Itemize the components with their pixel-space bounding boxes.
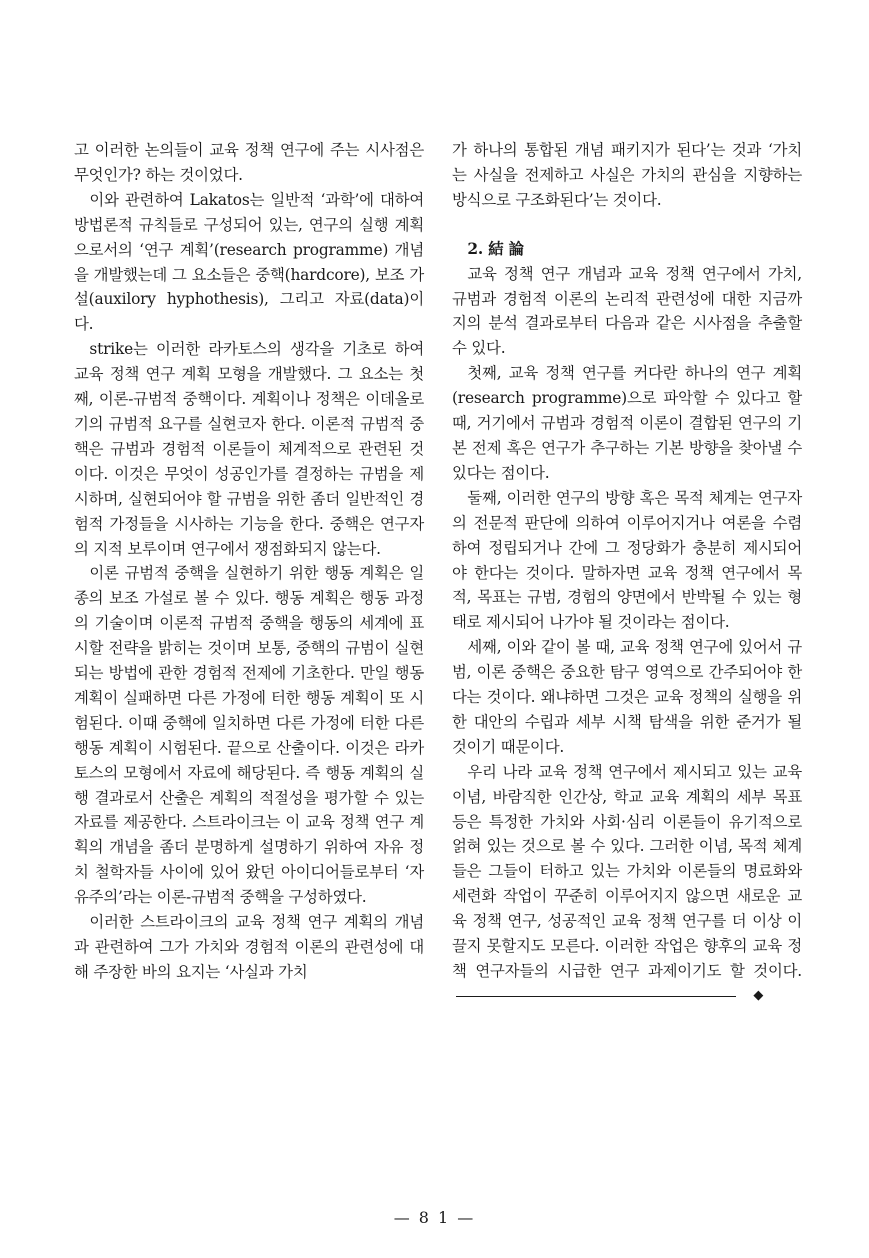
end-rule (456, 996, 736, 997)
paragraph-continuation: 고 이러한 논의들이 교육 정책 연구에 주는 시사점은 무엇인가? 하는 것이었다. (74, 141, 424, 184)
paragraph-value-theory: 이러한 스트라이크의 교육 정책 연구 계획의 개념과 관련하여 그가 가치와 경험적 이론의 관련성에 대해 주장한 바의 요지는 ‘사실과 가치 (74, 913, 424, 981)
paragraph-action-plan: 이론 규범적 중핵을 실현하기 위한 행동 계획은 일종의 보조 가설로 볼 수 있다. 행동 계획은 행동 과정의 기술이며 이론적 규범적 중핵을 행동의 세계에 표시할 전략을 밝히는 것이며 보통, 중핵의 규범이 실현되는 방법에 관한 경험적 전제에 기초한다. 만일 행동 계획이 실패하면 다른 가정에 터한 행동 계획이 또 시험된다. 이때 중핵에 일치하면 다른 가정에 터한 다른 행동 계획이 시험된다. 끝으로 산출이다. 이것은 라카토스의 모형에서 자료에 해당된다. 즉 행동 계획의 실행 결과로서 산출은 계획의 적절성을 평가할 수 있는 자료를 제공한다. 스트라이크는 이 교육 정책 연구 계획의 개념을 좀더 분명하게 설명하기 위하여 자유 정치 철학자들 사이에 있어 왔던 아이디어들로부터 ‘자유주의’라는 이론-규범적 중핵을 구성하였다. (74, 564, 424, 907)
paragraph-second-point: 둘째, 이러한 연구의 방향 혹은 목적 체계는 연구자의 전문적 판단에 의하여 이루어지거나 여론을 수렴하여 정립되거나 간에 그 정당화가 충분히 제시되어야 한다는 것이다. 말하자면 교육 정책 연구에서 목적, 목표는 규범, 경험의 양면에서 반박될 수 있는 형태로 제시되어 나가야 될 것이라는 점이다. (452, 488, 802, 632)
page-number: — 8 1 — (393, 1208, 476, 1227)
section-heading-conclusion: 2. 結 論 (467, 239, 524, 258)
paragraph-first-point: 첫째, 교육 정책 연구를 커다란 하나의 연구 계획(research programme)으로 파악할 수 있다고 할 때, 거기에서 규범과 경험적 이론이 결합된 연구의 기본 전제 혹은 연구가 추구하는 기본 방향을 찾아낼 수 있다는 점이다. (452, 364, 802, 482)
paragraph-final (452, 760, 802, 1010)
paragraph-conclusion-intro: 교육 정책 연구 개념과 교육 정책 연구에서 가치, 규범과 경험적 이론의 논리적 관련성에 대한 지금까지의 분석 결과로부터 다음과 같은 시사점을 추출할 수 있다. (452, 264, 802, 358)
paragraph-final-text: 우리 나라 교육 정책 연구에서 제시되고 있는 교육 이념, 바람직한 인간상, 학교 교육 계획의 세부 목표 등은 특정한 가치와 사회·심리 이론들이 유기적으로 얽혀 있는 것으로 볼 수 있다. 그러한 이념, 목적 체계들은 그들이 터하고 있는 가치와 이론들의 명료화와 세련화 작업이 꾸준히 이루어지지 않으면 새로운 교육 정책 연구, 성공적인 교육 정책 연구를 더 이상 이끌지 못할지도 모른다. 이러한 작업은 향후의 교육 정책 연구자들의 시급한 연구 과제이기도 할 것이다. (452, 762, 802, 980)
left-column (74, 138, 424, 985)
paragraph-third-point: 세째, 이와 같이 볼 때, 교육 정책 연구에 있어서 규범, 이론 중핵은 중요한 탐구 영역으로 간주되어야 한다는 것이다. 왜냐하면 그것은 교육 정책의 실행을 위한 대안의 수립과 세부 시책 탐색을 위한 준거가 될 것이기 때문이다. (452, 638, 802, 756)
right-column (452, 138, 802, 1009)
paragraph-strike-model: strike는 이러한 라카토스의 생각을 기초로 하여 교육 정책 연구 계획 모형을 개발했다. 그 요소는 첫째, 이론-규범적 중핵이다. 계획이나 정책은 이데올로기의 규범적 요구를 실현코자 한다. 이론적 규범적 중핵은 규범과 경험적 이론들이 체계적으로 관련된 것이다. 이것은 무엇이 성공인가를 결정하는 규범을 제시하며, 실현되어야 할 규범을 위한 좀더 일반적인 경험적 가정들을 시사하는 기능을 한다. 중핵은 연구자의 지적 보루이며 연구에서 쟁점화되지 않는다. (74, 340, 424, 558)
paragraph-continuation-right: 가 하나의 통합된 개념 패키지가 된다’는 것과 ‘가치는 사실을 전제하고 사실은 가치의 관심을 지향하는 방식으로 구조화된다’는 것이다. (452, 141, 802, 209)
diamond-end-mark-icon: ◆ (753, 988, 764, 1004)
paragraph-lakatos: 이와 관련하여 Lakatos는 일반적 ‘과학’에 대하여 방법론적 규칙들로 구성되어 있는, 연구의 실행 계획으로서의 ‘연구 계획’(research programme) 개념을 개발했는데 그 요소들은 중핵(hardcore), 보조 가설(auxilory hyphothesis), 그리고 자료(data)이다. (74, 190, 424, 334)
